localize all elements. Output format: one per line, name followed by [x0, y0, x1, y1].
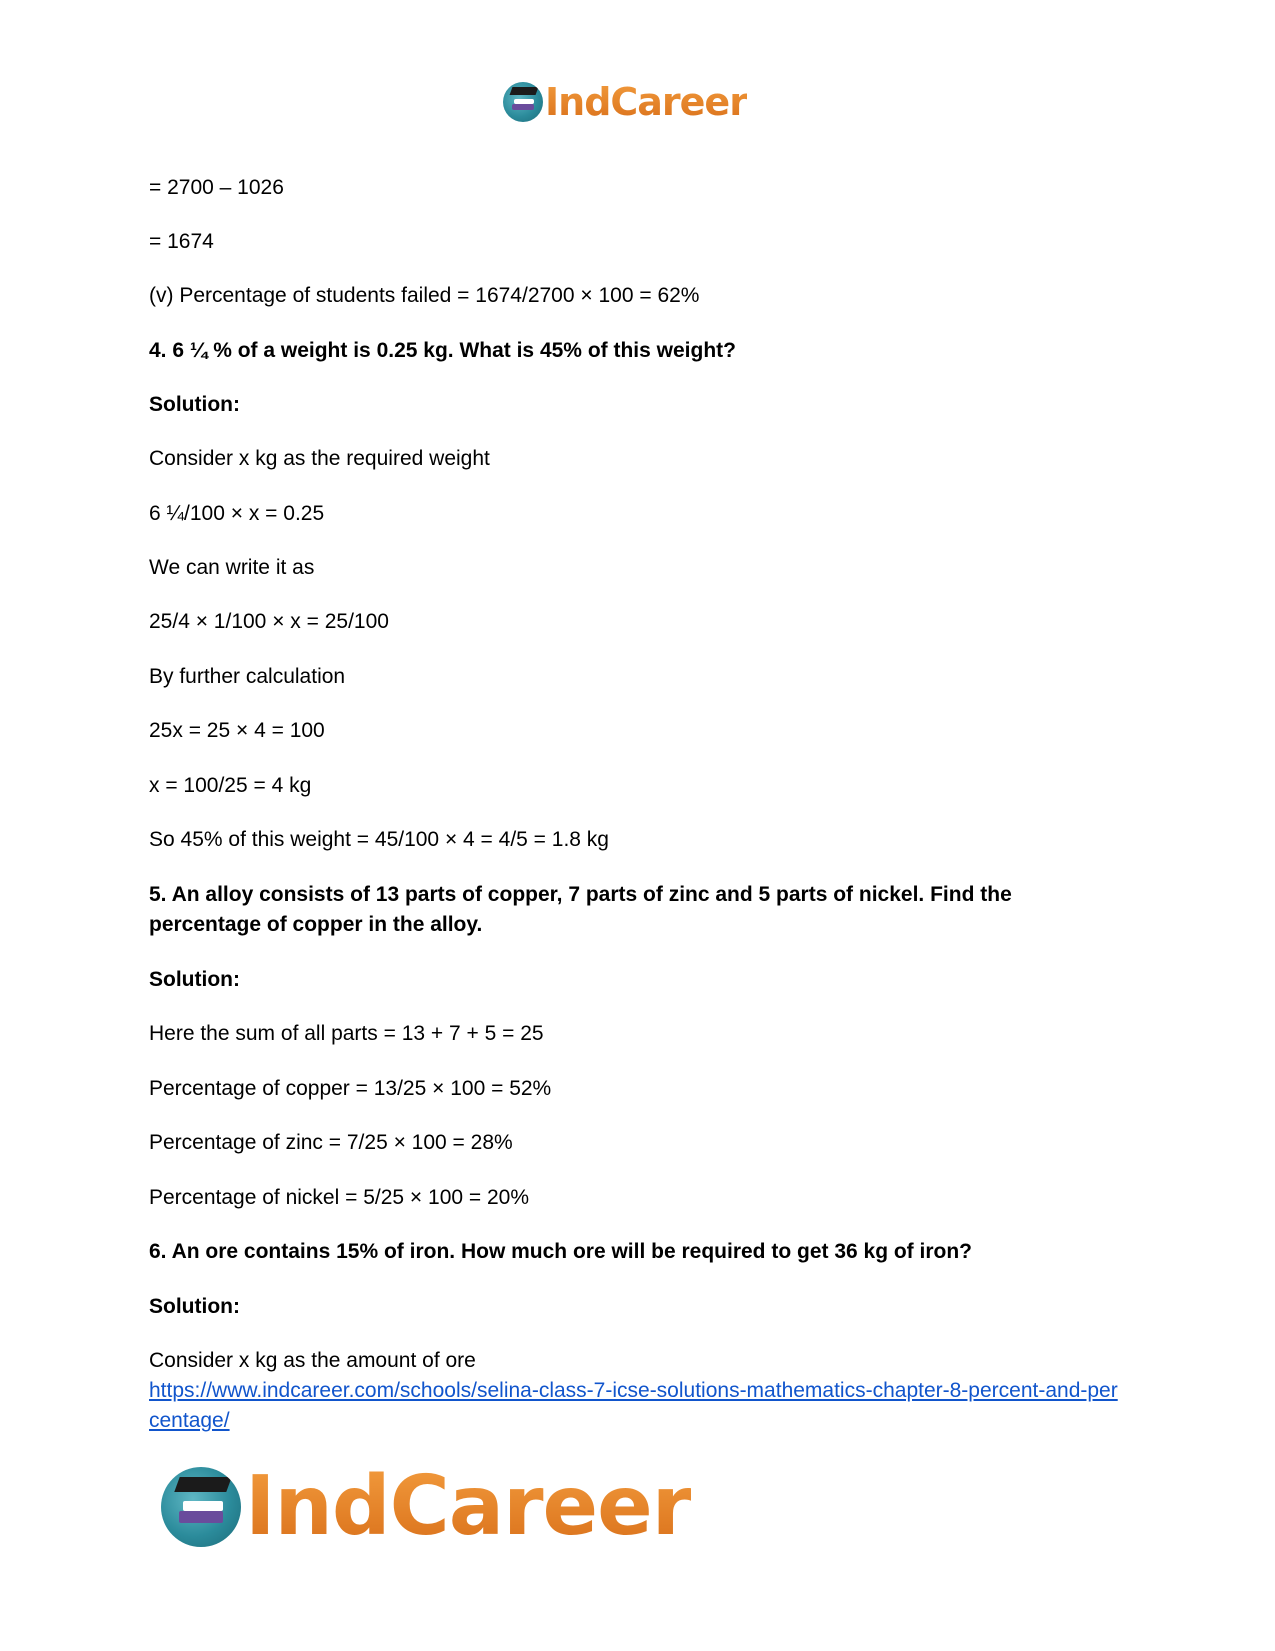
text-line: 6 ¼/100 × x = 0.25 [149, 502, 325, 525]
footer-logo-text: IndCareer [245, 1459, 692, 1554]
text-line: 25/4 × 1/100 × x = 25/100 [149, 610, 389, 633]
text-line: Consider x kg as the amount of ore [149, 1349, 476, 1372]
indcareer-logo-icon [161, 1467, 241, 1547]
text-line: Percentage of zinc = 7/25 × 100 = 28% [149, 1131, 513, 1154]
text-line: By further calculation [149, 665, 346, 688]
indcareer-logo-icon [503, 82, 543, 122]
text-line: Percentage of nickel = 5/25 × 100 = 20% [149, 1186, 530, 1209]
solution-heading: Solution: [149, 393, 240, 416]
header-logo [503, 80, 747, 124]
text-line: x = 100/25 = 4 kg [149, 774, 312, 797]
text-line: 25x = 25 × 4 = 100 [149, 719, 325, 742]
source-link[interactable]: https://www.indcareer.com/schools/selina-class-7-icse-solutions-mathematics-chapter-8-percent-and-percentage/ [149, 1379, 1118, 1432]
solution-heading: Solution: [149, 1295, 240, 1318]
text-line: = 1674 [149, 230, 214, 253]
text-line: So 45% of this weight = 45/100 × 4 = 4/5 = 1.8 kg [149, 828, 609, 851]
text-line: Percentage of copper = 13/25 × 100 = 52% [149, 1077, 552, 1100]
text-line: = 2700 – 1026 [149, 176, 284, 199]
header-logo-text: IndCareer [545, 80, 747, 124]
question-4: 4. 6 ¼ % of a weight is 0.25 kg. What is 45% of this weight? [149, 339, 736, 362]
footer-logo [161, 1459, 692, 1554]
text-line: Here the sum of all parts = 13 + 7 + 5 = 25 [149, 1022, 544, 1045]
text-line: We can write it as [149, 556, 315, 579]
question-6: 6. An ore contains 15% of iron. How much ore will be required to get 36 kg of iron? [149, 1240, 972, 1263]
solution-heading: Solution: [149, 968, 240, 991]
text-line: (v) Percentage of students failed = 1674/2700 × 100 = 62% [149, 284, 700, 307]
question-5: 5. An alloy consists of 13 parts of copper, 7 parts of zinc and 5 parts of nickel. Find the percentage of copper in the alloy. [149, 883, 1012, 936]
text-line: Consider x kg as the required weight [149, 447, 490, 470]
